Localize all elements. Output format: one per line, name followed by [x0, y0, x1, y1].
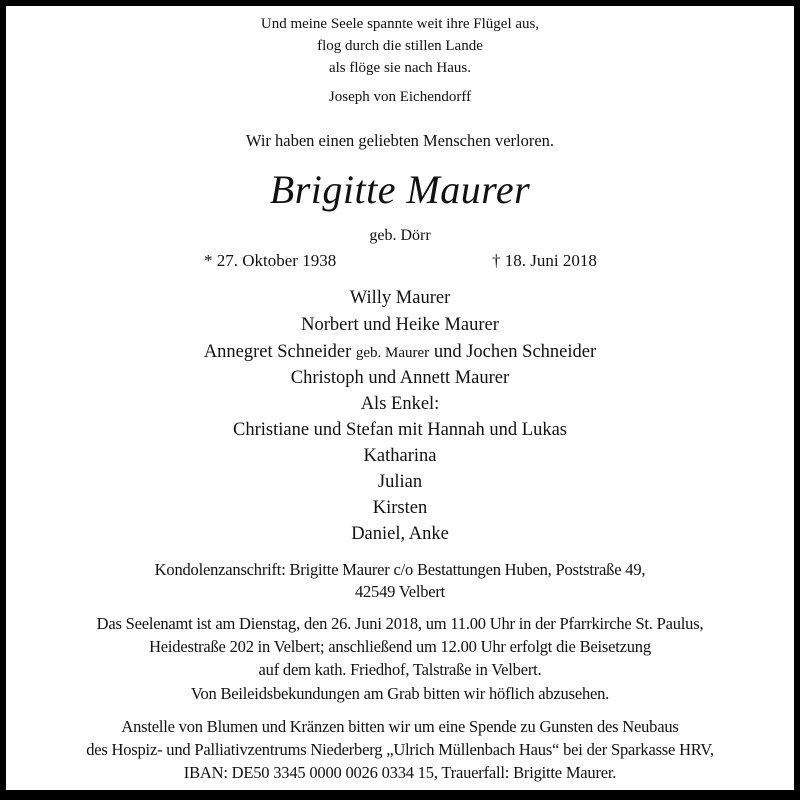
service-line-4: Von Beileidsbekundungen am Grab bitten wir höflich abzusehen. [190, 684, 610, 703]
grandchild: Katharina [363, 446, 437, 466]
poem-author: Joseph von Eichendorff [328, 89, 472, 105]
condolence-address-line-2: 42549 Velbert [354, 582, 446, 601]
family-member: Norbert und Heike Maurer [301, 315, 499, 335]
birth-date: * 27. Oktober 1938 [204, 251, 337, 270]
family-member-spouse: und Jochen Schneider [429, 342, 597, 362]
service-line-1: Das Seelenamt ist am Dienstag, den 26. Juni 2018, um 11.00 Uhr in der Pfarrkirche St. Paulus, [96, 614, 704, 633]
grandchild: Kirsten [372, 498, 428, 518]
maiden-name: geb. Dörr [369, 227, 431, 244]
poem-line-1: Und meine Seele spannte weit ihre Flügel aus, [260, 16, 540, 32]
family-member-name: Annegret Schneider [203, 342, 356, 362]
donation-line-2: des Hospiz- und Palliativzentrums Niederberg „Ulrich Müllenbach Haus“ bei der Sparkasse HRV, [86, 740, 714, 759]
poem-line-3: als flöge sie nach Haus. [328, 60, 472, 76]
service-line-2: Heidestraße 202 in Velbert; anschließend um 12.00 Uhr erfolgt die Beisetzung [149, 637, 651, 656]
condolence-address-line-1: Kondolenzanschrift: Brigitte Maurer c/o Bestattungen Huben, Poststraße 49, [154, 560, 646, 579]
service-line-3: auf dem kath. Friedhof, Talstraße in Velbert. [258, 660, 542, 679]
grandchild: Julian [377, 472, 423, 492]
donation-line-1: Anstelle von Blumen und Kränzen bitten wir um eine Spende zu Gunsten des Neubaus [121, 717, 679, 736]
intro-text: Wir haben einen geliebten Menschen verloren. [245, 131, 555, 150]
grandchild: Christiane und Stefan mit Hannah und Lukas [233, 420, 567, 440]
poem-line-2: flog durch die stillen Lande [317, 38, 483, 54]
family-member: Christoph und Annett Maurer [290, 368, 510, 388]
maiden-name-note: geb. Maurer [355, 345, 430, 361]
deceased-name: Brigitte Maurer [269, 167, 531, 212]
grandchildren-heading: Als Enkel: [360, 394, 440, 414]
donation-line-3: IBAN: DE50 3345 0000 0026 0334 15, Trauerfall: Brigitte Maurer. [183, 763, 617, 782]
family-member: Willy Maurer [349, 288, 451, 308]
grandchild: Daniel, Anke [351, 524, 449, 544]
death-date: † 18. Juni 2018 [492, 251, 597, 270]
family-member-annegret [6, 342, 794, 363]
